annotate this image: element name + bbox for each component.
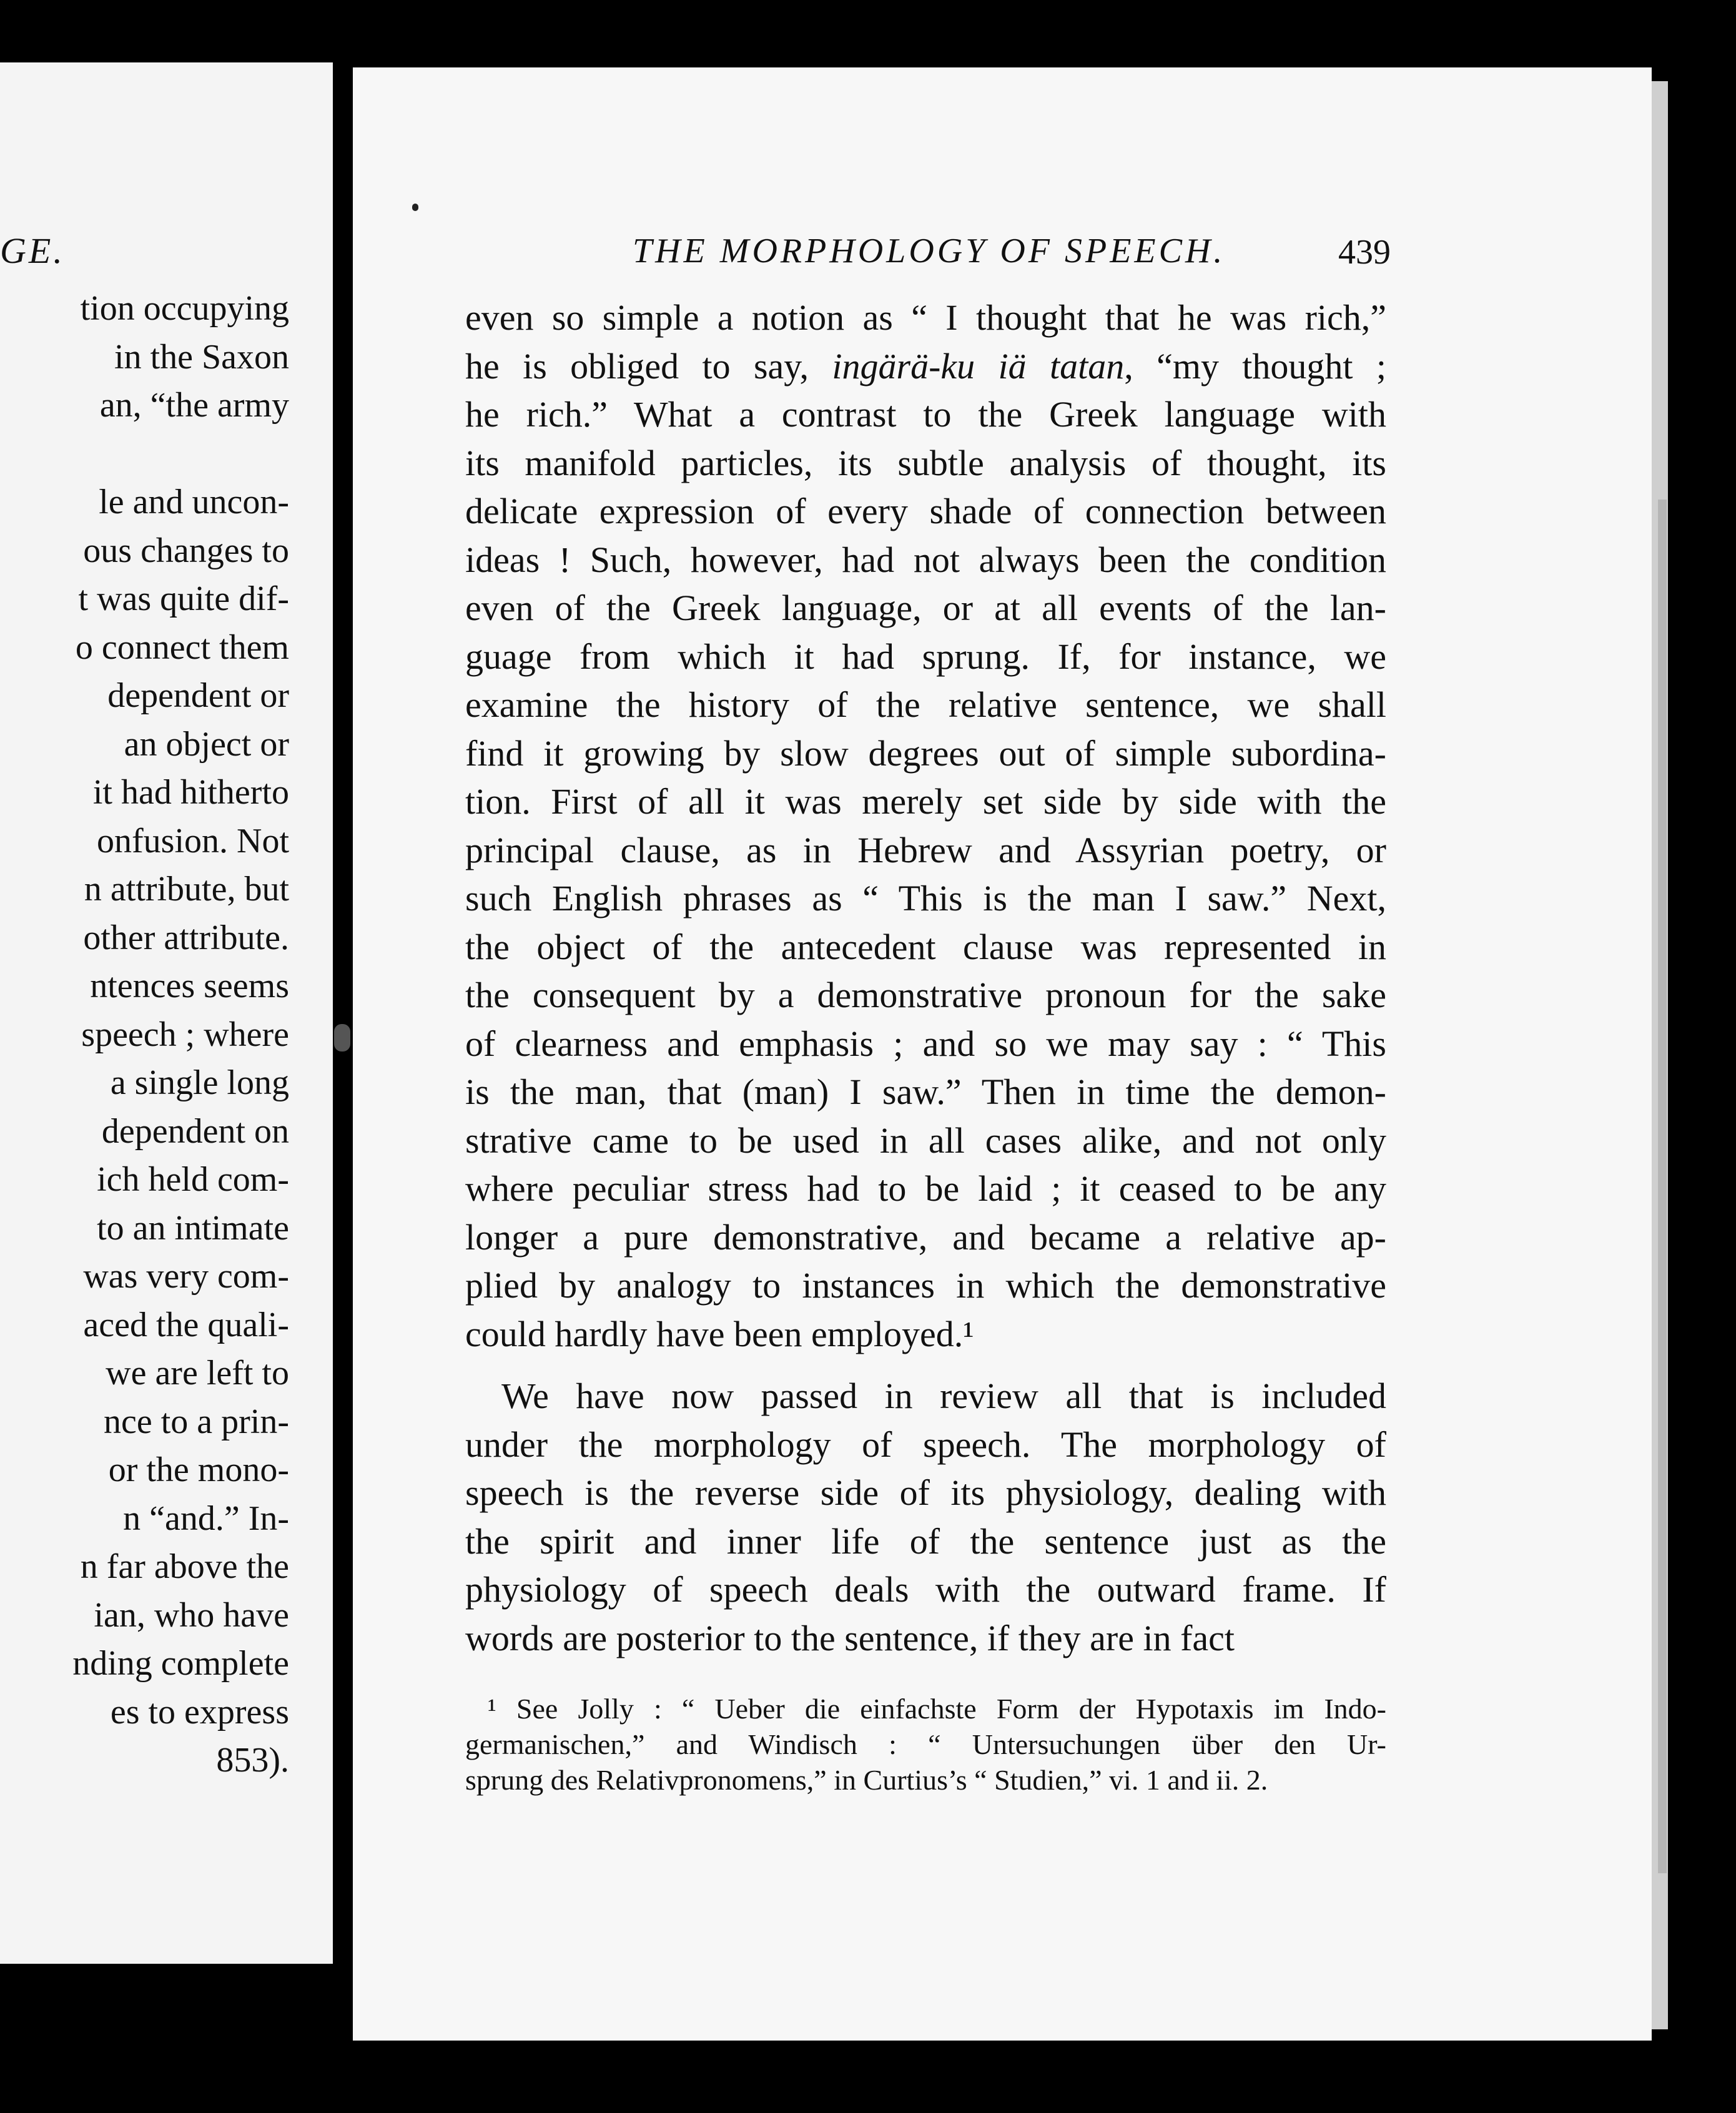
left-page-header: GE. — [0, 230, 65, 271]
text-line: the consequent by a demonstrative pronoun for the sake — [465, 975, 1386, 1015]
text-line: under the morphology of speech. The morphology of — [465, 1424, 1386, 1465]
left-page-line: or the mono- — [108, 1451, 289, 1489]
text-line: delicate expression of every shade of connection between — [465, 491, 1386, 531]
left-page-line: in the Saxon — [114, 337, 289, 377]
left-page-line: ian, who have — [94, 1595, 289, 1635]
left-page-line: n attribute, but — [84, 870, 289, 909]
text-line: find it growing by slow degrees out of simple subordina- — [465, 732, 1386, 774]
left-page-line: nce to a prin- — [104, 1402, 289, 1441]
text-line: tion. First of all it was merely set side by side with the — [465, 781, 1386, 822]
page-edge-shadow — [1658, 500, 1667, 1873]
left-page-line: n “and.” In- — [123, 1499, 289, 1538]
page-header — [353, 231, 1652, 281]
foreign-phrase: ingärä-ku iä tatan — [832, 345, 1125, 387]
left-page-line: an, “the army — [99, 386, 289, 425]
text-line: speech is the reverse side of its physiology, dealing with — [465, 1472, 1386, 1513]
text-line: sprung des Relativpronomens,” in Curtius’s “ Studien,” vi. 1 and ii. 2. — [465, 1764, 1268, 1796]
text-line: he is obliged to say, ingärä-ku iä tatan, “my thought ; — [465, 345, 1387, 387]
page-number: 439 — [1338, 233, 1391, 272]
body-text — [465, 293, 1386, 1662]
left-page-line: 853). — [216, 1741, 289, 1780]
text-line: examine the history of the relative sentence, we shall — [465, 684, 1386, 725]
left-page-line: speech ; where — [81, 1015, 289, 1054]
left-page-line: n far above the — [80, 1547, 289, 1586]
text-line: where peculiar stress had to be laid ; it ceased to be any — [465, 1168, 1386, 1209]
left-page-line: aced the quali- — [83, 1305, 289, 1344]
left-page-line: nding complete — [72, 1644, 289, 1683]
running-head: THE MORPHOLOGY OF SPEECH. — [633, 232, 1226, 270]
text-line: physiology of speech deals with the outward frame. If — [465, 1569, 1386, 1610]
left-page-line: it had hitherto — [92, 773, 289, 812]
text-line: is the man, that (man) I saw.” Then in time the demon- — [465, 1071, 1386, 1112]
left-page-line: was very com- — [83, 1257, 289, 1296]
right-page — [353, 67, 1652, 2041]
left-page-line: onfusion. Not — [97, 821, 289, 860]
speck — [412, 204, 418, 211]
left-page-line: ntences seems — [90, 967, 289, 1005]
text-line: guage from which it had sprung. If, for instance, we — [465, 636, 1386, 677]
footnote — [465, 1691, 1386, 1798]
left-page-line: an object or — [124, 724, 289, 764]
text-line: germanischen,” and Windisch : “ Untersuchungen über den Ur- — [465, 1728, 1386, 1760]
text-line: ideas ! Such, however, had not always been the condition — [465, 539, 1386, 580]
binding-mark — [334, 1024, 350, 1052]
text-line: words are posterior to the sentence, if they are in fact — [465, 1617, 1235, 1658]
text-line: such English phrases as “ This is the man I saw.” Next, — [465, 878, 1386, 919]
paragraph-2 — [465, 1372, 1386, 1662]
left-page-line: le and uncon- — [99, 483, 289, 521]
left-page-line: a single long — [110, 1063, 289, 1102]
left-page — [0, 62, 333, 1964]
text-line: of clearness and emphasis ; and so we may say : “ This — [465, 1023, 1386, 1064]
left-page-line: other attribute. — [83, 918, 289, 957]
text-line: even of the Greek language, or at all events of the lan- — [465, 588, 1386, 628]
left-page-line: o connect them — [75, 628, 289, 667]
text-line: principal clause, as in Hebrew and Assyrian poetry, or — [465, 829, 1386, 870]
left-page-line: ous changes to — [83, 531, 289, 570]
left-page-line: dependent on — [101, 1111, 289, 1151]
left-page-line: dependent or — [107, 676, 289, 715]
left-page-line: tion occupying — [80, 289, 289, 328]
left-page-line: we are left to — [106, 1354, 289, 1392]
left-page-line: es to express — [110, 1692, 289, 1731]
text-line: its manifold particles, its subtle analysis of thought, its — [465, 442, 1386, 483]
text-line: ¹ See Jolly : “ Ueber die einfachste Form der Hypotaxis im Indo- — [488, 1693, 1386, 1725]
left-page-line: to an intimate — [97, 1208, 289, 1248]
text-line: longer a pure demonstrative, and became a relative ap- — [465, 1216, 1386, 1258]
text-line: plied by analogy to instances in which the demonstrative — [465, 1265, 1386, 1306]
left-page-line: ich held com- — [97, 1160, 289, 1199]
paragraph-1 — [465, 293, 1386, 1358]
text-line: We have now passed in review all that is included — [501, 1376, 1386, 1416]
text-line: even so simple a notion as “ I thought that he was rich,” — [465, 297, 1386, 338]
text-line: the object of the antecedent clause was represented in — [465, 926, 1386, 967]
footnote-text — [465, 1691, 1386, 1798]
text-line: the spirit and inner life of the sentence just as the — [465, 1520, 1386, 1562]
text-line: strative came to be used in all cases alike, and not only — [465, 1120, 1386, 1161]
left-page-line: t was quite dif- — [78, 579, 289, 618]
text-line: could hardly have been employed.¹ — [465, 1313, 974, 1354]
text-line: he rich.” What a contrast to the Greek language with — [465, 394, 1386, 435]
